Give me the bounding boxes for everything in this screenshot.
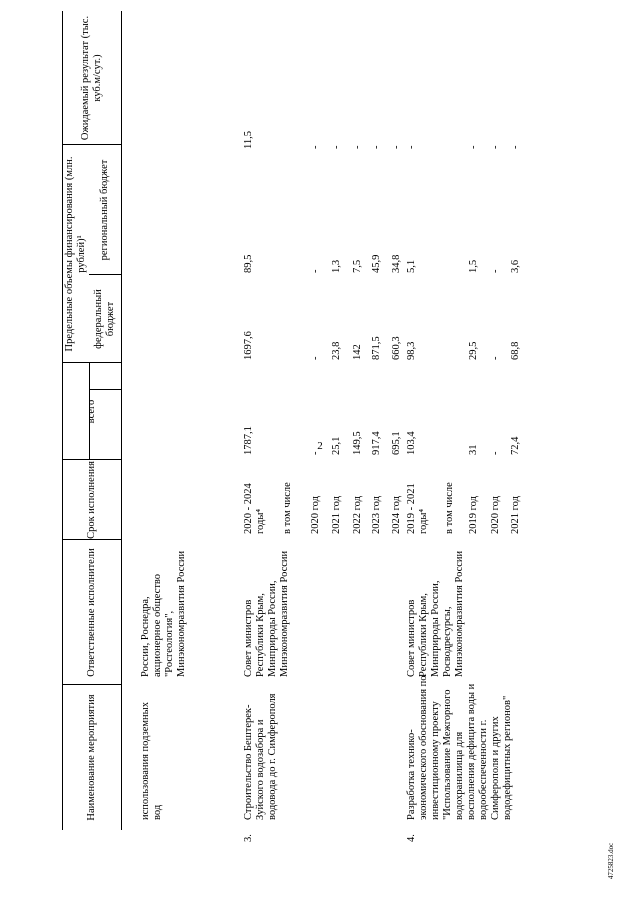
- row-4-2020-result: -: [490, 145, 501, 149]
- row-3-2024-regional: 34,8: [391, 254, 402, 273]
- column-header-executors: Ответственные исполнители: [85, 548, 97, 677]
- row-3-2023-term: 2023 год: [371, 496, 382, 534]
- row-3-federal: 1697,6: [243, 331, 254, 360]
- row-3-2022-total: 149,5: [352, 431, 363, 455]
- column-header-result: Ожидаемый результат (тыс. куб.м/сут.): [79, 15, 103, 141]
- row-3-2021-federal: 23,8: [331, 341, 342, 360]
- document-reference: 4725823.doc: [607, 842, 615, 880]
- row-1-executors: России, Роснедра, акционерное общество "Росгеология", Минэкономразвития России: [140, 550, 187, 677]
- row-4-2021-result: -: [510, 145, 521, 149]
- row-3-2022-result: -: [352, 145, 363, 149]
- row-3-2021-regional: 1,3: [331, 259, 342, 273]
- row-4-regional: 5,1: [406, 259, 417, 273]
- row-3-note: в том числе: [282, 482, 293, 534]
- column-header-total: всего: [85, 399, 97, 424]
- row-3-2024-total: 695,1: [391, 431, 402, 455]
- row-3-result: 11,5: [243, 131, 254, 149]
- row-4-2019-regional: 1,5: [468, 259, 479, 273]
- row-4-2019-term: 2019 год: [468, 496, 479, 534]
- row-3-name: Строительство Бештерек-Зуйского водозабора и водовода до г. Симферополя: [243, 693, 278, 820]
- column-header-federal: федеральный бюджет: [93, 289, 116, 349]
- row-3-2022-federal: 142: [352, 344, 363, 360]
- row-3-2020-regional: -: [310, 269, 321, 273]
- row-3-2021-term: 2021 год: [331, 496, 342, 534]
- page-number: 2: [317, 440, 323, 452]
- row-3-2022-regional: 7,5: [352, 259, 363, 273]
- table-line: [121, 11, 122, 830]
- row-3-2021-total: 25,1: [331, 436, 342, 455]
- row-3-regional: 89,5: [243, 254, 254, 273]
- row-4-executors: Совет министров Республики Крым, Минприроды России, Росводресурсы, Минэкономразвития России: [406, 550, 465, 677]
- column-header-name: Наименование мероприятия: [85, 694, 97, 821]
- row-3-2021-result: -: [331, 145, 342, 149]
- row-4-2021-regional: 3,6: [510, 259, 521, 273]
- row-3-2024-result: -: [391, 145, 402, 149]
- row-4-federal: 98,3: [406, 341, 417, 360]
- row-4-2019-total: 31: [468, 444, 479, 455]
- row-4-2020-term: 2020 год: [490, 496, 501, 534]
- row-3-executors: Совет министров Республики Крым, Минприроды России, Минэкономразвития России: [243, 550, 290, 677]
- row-4-2020-regional: -: [490, 269, 501, 273]
- row-4-2020-federal: -: [490, 356, 501, 360]
- row-3-term: 2020 - 2024 годы⁴: [243, 483, 266, 534]
- row-3-2023-result: -: [371, 145, 382, 149]
- row-3-2020-term: 2020 год: [310, 496, 321, 534]
- row-4-2019-federal: 29,5: [468, 341, 479, 360]
- column-header-term: Срок исполнения: [85, 461, 97, 539]
- row-3-number: 3.: [243, 834, 254, 842]
- row-3-2023-regional: 45,9: [371, 254, 382, 273]
- row-3-2023-total: 917,4: [371, 431, 382, 455]
- row-4-2021-term: 2021 год: [510, 496, 521, 534]
- row-3-2020-result: -: [310, 145, 321, 149]
- row-4-number: 4.: [406, 834, 417, 842]
- column-header-regional: региональный бюджет: [99, 159, 110, 261]
- row-4-2021-federal: 68,8: [510, 341, 521, 360]
- row-3-total: 1787,1: [243, 426, 254, 455]
- row-4-2020-total: -: [490, 451, 501, 455]
- row-3-2023-federal: 871,5: [371, 336, 382, 360]
- row-4-name: Разработка технико-экономического обоснования по инвестиционному проекту "Использование Межгорного водохранилища для восполнения дефицита воды и водообеспеченности г. Симферополя и других вододефицитных регионов": [406, 675, 513, 820]
- row-3-2020-total: -: [310, 451, 321, 455]
- row-4-2019-result: -: [468, 145, 479, 149]
- column-header-funding: Предельные объемы финансирования (млн. рублей)¹: [63, 156, 87, 352]
- row-3-2022-term: 2022 год: [352, 496, 363, 534]
- row-4-result: -: [406, 145, 417, 149]
- row-4-total: 103,4: [406, 431, 417, 455]
- row-3-2024-term: 2024 год: [391, 496, 402, 534]
- row-3-2024-federal: 660,3: [391, 336, 402, 360]
- row-4-note: в том числе: [444, 482, 455, 534]
- row-1-name: использования подземных вод: [140, 702, 163, 820]
- row-4-2021-total: 72,4: [510, 436, 521, 455]
- row-4-term: 2019 - 2021 годы⁴: [406, 483, 429, 534]
- row-3-2020-federal: -: [310, 356, 321, 360]
